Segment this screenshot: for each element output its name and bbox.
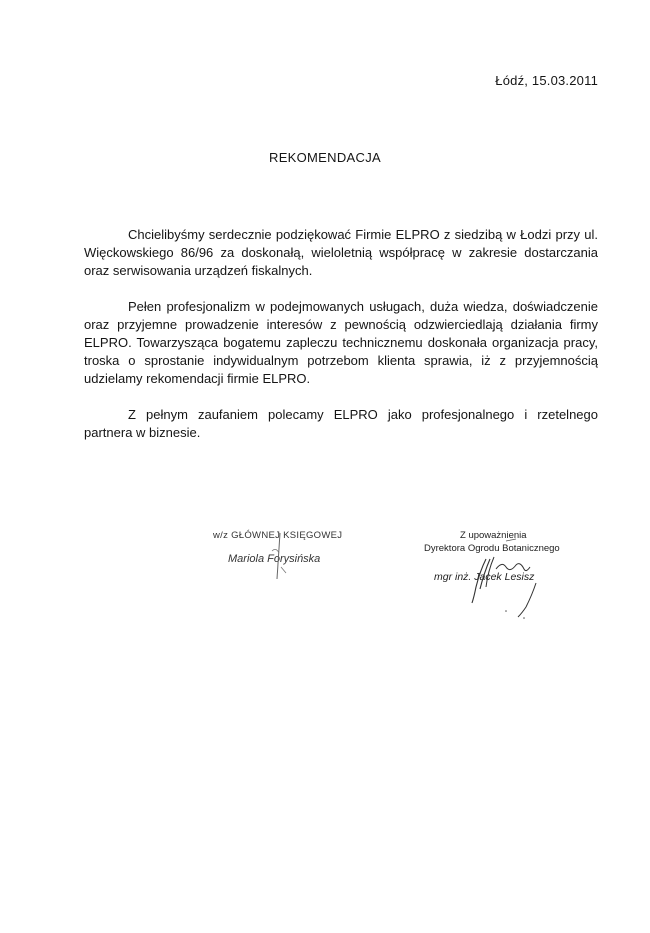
signature-block-left	[208, 527, 378, 587]
document-title: REKOMENDACJA	[269, 150, 381, 165]
signatory-name-right: mgr inż. Jacek Lesisz	[434, 571, 535, 583]
signature-block-right	[418, 527, 593, 602]
handwritten-signature-right-icon	[446, 531, 566, 621]
paragraph-recommendation: Z pełnym zaufaniem polecamy ELPRO jako profesjonalnego i rzetelnego partnera w biznesie.	[84, 407, 598, 440]
director-title: Dyrektora Ogrodu Botanicznego	[424, 543, 560, 554]
signatory-role: w/z GŁÓWNEJ KSIĘGOWEJ	[213, 530, 343, 541]
handwritten-signature-left-icon	[268, 527, 298, 587]
paragraph-thanks: Chcielibyśmy serdecznie podziękować Firmie ELPRO z siedzibą w Łodzi przy ul. Więckowskiego 86/96 za doskonałą, wieloletnią współpracę w zakresie dostarczania oraz serwisowania urządzeń fiskalnych.	[84, 227, 598, 278]
paragraph-professionalism: Pełen profesjonalizm w podejmowanych usługach, duża wiedza, doświadczenie oraz przyjemne prowadzenie interesów z pewnością odzwierciedlają działania firmy ELPRO. Towarzysząca bogatemu zapleczu technicznemu doskonała organizacja pracy, troska o sprostanie indywidualnym potrzebom klienta sprawia, iż z przyjemnością udzielamy rekomendacji firmie ELPRO.	[84, 299, 598, 386]
authorization-line: Z upoważnienia	[460, 530, 527, 541]
place-and-date: Łódź, 15.03.2011	[495, 73, 598, 88]
signatory-name: Mariola Forysińska	[228, 553, 321, 565]
letter-body	[84, 226, 598, 460]
